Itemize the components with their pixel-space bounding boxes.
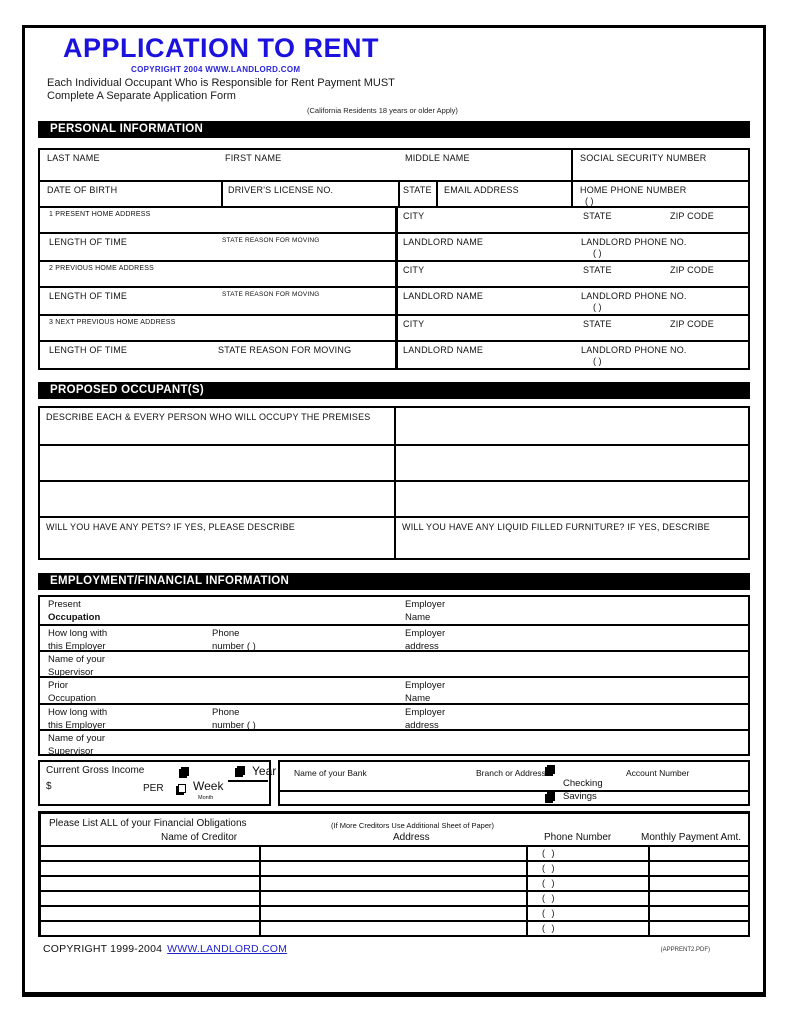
prior-employer-details-row[interactable]: [40, 703, 748, 729]
creditor-phone-field[interactable]: ( ): [528, 847, 650, 860]
page-frame: [22, 25, 766, 997]
creditor-phone-field[interactable]: ( ): [528, 907, 650, 920]
occupant-field[interactable]: [40, 482, 396, 516]
next-previous-address-row: [40, 314, 748, 340]
occupant-field[interactable]: [40, 446, 396, 480]
next-previous-city-state-zip-field[interactable]: [398, 316, 748, 340]
length-reason-field-1[interactable]: [40, 234, 398, 260]
landlord-phone-parens: ( ): [593, 247, 602, 258]
savings-checkbox[interactable]: [547, 792, 555, 801]
footer-file-ref: (APPRENT2.PDF): [660, 946, 710, 953]
pets-field[interactable]: [40, 518, 396, 558]
city-label: CITY: [403, 210, 425, 221]
home-phone-field[interactable]: [573, 182, 748, 206]
reason-moving-label: STATE REASON FOR MOVING: [222, 290, 320, 298]
page-footer: [43, 943, 750, 955]
creditor-payment-field[interactable]: [650, 877, 748, 890]
bank-divider-line: [280, 790, 748, 792]
creditor-address-field[interactable]: [261, 907, 528, 920]
year-checkbox[interactable]: [237, 766, 245, 775]
home-phone-label: HOME PHONE NUMBER: [580, 184, 687, 195]
financial-obligations-table: [38, 811, 750, 937]
state-label: STATE: [583, 210, 612, 221]
occupant-field[interactable]: [396, 408, 748, 444]
instruction-line2: Complete A Separate Application Form: [47, 89, 236, 102]
landlord-name-label: LANDLORD NAME: [403, 236, 484, 247]
drivers-license-field[interactable]: [223, 182, 400, 206]
previous-address-field[interactable]: [40, 262, 398, 286]
supervisor-label: Name of your Supervisor: [48, 732, 106, 757]
state-label: STATE: [583, 318, 612, 329]
employer-name-label: Employer Name: [405, 598, 446, 623]
creditor-row: [41, 920, 748, 935]
landlord-name-label: LANDLORD NAME: [403, 290, 484, 301]
bank-branch-label: Branch or Address: [476, 767, 546, 778]
creditor-address-field[interactable]: [261, 922, 528, 935]
creditor-row: [41, 845, 748, 860]
creditor-row: [41, 890, 748, 905]
how-long-label: How long with this Employer: [48, 706, 108, 731]
supervisor-label: Name of your Supervisor: [48, 653, 106, 678]
copyright-top: COPYRIGHT 2004 WWW.LANDLORD.COM: [131, 65, 301, 74]
length-of-time-row-1: [40, 232, 748, 260]
creditor-row: [41, 875, 748, 890]
creditor-payment-field[interactable]: [650, 862, 748, 875]
home-phone-parens: ( ): [585, 195, 594, 206]
creditor-address-field[interactable]: [261, 892, 528, 905]
occupant-field[interactable]: [396, 482, 748, 516]
creditor-name-field[interactable]: [41, 922, 261, 935]
creditor-name-field[interactable]: [41, 862, 261, 875]
present-supervisor-row[interactable]: [40, 650, 748, 676]
dl-state-field[interactable]: [400, 182, 438, 206]
instruction-text: [47, 77, 763, 103]
landlord-phone-label: LANDLORD PHONE NO.: [581, 344, 687, 355]
zip-label: ZIP CODE: [670, 210, 714, 221]
zip-label: ZIP CODE: [670, 264, 714, 275]
obligations-note: (If More Creditors Use Additional Sheet of Paper): [331, 820, 494, 830]
landlord-phone-label: LANDLORD PHONE NO.: [581, 290, 687, 301]
identity-row: [40, 180, 748, 206]
occupants-describe-label: DESCRIBE EACH & EVERY PERSON WHO WILL OCCUPY THE PREMISES: [46, 411, 371, 422]
landlord-field-1[interactable]: [398, 234, 748, 260]
length-reason-field-3[interactable]: [40, 342, 398, 368]
first-name-label: FIRST NAME: [225, 152, 282, 163]
present-address-row: [40, 206, 748, 232]
creditor-row: [41, 860, 748, 875]
occupants-row-3: [40, 480, 748, 516]
present-address-label: 1 PRESENT HOME ADDRESS: [49, 210, 151, 218]
next-previous-address-field[interactable]: [40, 316, 398, 340]
per-label: PER: [143, 782, 164, 794]
week-checkbox[interactable]: [178, 784, 186, 793]
section-proposed-occupants: PROPOSED OCCUPANT(S): [38, 382, 750, 399]
present-city-state-zip-field[interactable]: [398, 208, 748, 232]
present-employer-details-row[interactable]: [40, 624, 748, 650]
reason-moving-label: STATE REASON FOR MOVING: [218, 344, 352, 355]
income-bank-strip: [38, 760, 750, 806]
creditor-address-field[interactable]: [261, 862, 528, 875]
landlord-field-3[interactable]: [398, 342, 748, 368]
creditor-phone-field[interactable]: ( ): [528, 862, 650, 875]
middle-name-label: MIDDLE NAME: [405, 152, 470, 163]
liquid-furniture-field[interactable]: [396, 518, 748, 558]
creditor-payment-field[interactable]: [650, 922, 748, 935]
drivers-license-label: DRIVER'S LICENSE NO.: [228, 184, 334, 195]
zip-label: ZIP CODE: [670, 318, 714, 329]
present-occupation-label: Present Occupation: [48, 598, 101, 623]
section-personal-information: PERSONAL INFORMATION: [38, 121, 750, 138]
last-name-label: LAST NAME: [47, 152, 100, 163]
employment-table: [38, 595, 750, 756]
creditor-phone-field[interactable]: ( ): [528, 922, 650, 935]
account-number-label: Account Number: [626, 767, 690, 778]
present-occupation-row[interactable]: [40, 597, 748, 624]
dollar-sign: $: [46, 780, 52, 792]
length-of-time-row-3: [40, 340, 748, 368]
dob-label: DATE OF BIRTH: [47, 184, 118, 195]
per-checkbox[interactable]: [181, 767, 189, 776]
obligations-header: [41, 814, 748, 845]
pets-label: WILL YOU HAVE ANY PETS? IF YES, PLEASE DESCRIBE: [46, 521, 295, 532]
name-fields[interactable]: [40, 150, 573, 180]
how-long-label: How long with this Employer: [48, 627, 108, 652]
landlord-phone-parens: ( ): [593, 301, 602, 312]
creditor-payment-field[interactable]: [650, 907, 748, 920]
creditor-address-field[interactable]: [261, 877, 528, 890]
occupants-describe-field[interactable]: [40, 408, 396, 444]
checking-checkbox[interactable]: [547, 765, 555, 774]
landlord-field-2[interactable]: [398, 288, 748, 314]
ssn-field[interactable]: [573, 150, 748, 180]
footer-copyright: COPYRIGHT 1999-2004 WWW.LANDLORD.COM: [43, 942, 288, 955]
employer-phone-label: Phone number ( ): [212, 627, 256, 652]
section-employment-financial: EMPLOYMENT/FINANCIAL INFORMATION: [38, 573, 750, 590]
employer-address-label: Employer address: [405, 627, 446, 652]
landlord-com-link[interactable]: WWW.LANDLORD.COM: [167, 942, 288, 955]
personal-info-table: [38, 148, 750, 370]
landlord-phone-parens: ( ): [593, 355, 602, 366]
occupants-table: [38, 406, 750, 560]
liquid-furniture-label: WILL YOU HAVE ANY LIQUID FILLED FURNITURE? IF YES, DESCRIBE: [402, 521, 710, 532]
length-of-time-label: LENGTH OF TIME: [49, 236, 128, 247]
creditor-phone-field[interactable]: ( ): [528, 892, 650, 905]
email-label: EMAIL ADDRESS: [444, 184, 519, 195]
creditor-row: [41, 905, 748, 920]
occupants-row-4: [40, 516, 748, 558]
page-title: APPLICATION TO RENT: [63, 33, 380, 63]
present-address-field[interactable]: [40, 208, 398, 232]
length-of-time-label: LENGTH OF TIME: [49, 344, 128, 355]
city-label: CITY: [403, 318, 425, 329]
prior-supervisor-row[interactable]: [40, 729, 748, 757]
col-name-of-creditor: Name of Creditor: [161, 831, 238, 843]
length-of-time-row-2: [40, 286, 748, 314]
col-address: Address: [393, 831, 430, 843]
landlord-phone-label: LANDLORD PHONE NO.: [581, 236, 687, 247]
creditor-address-field[interactable]: [261, 847, 528, 860]
occupant-field[interactable]: [396, 446, 748, 480]
previous-address-label: 2 PREVIOUS HOME ADDRESS: [49, 264, 154, 272]
employer-address-label: Employer address: [405, 706, 446, 731]
previous-city-state-zip-field[interactable]: [398, 262, 748, 286]
length-reason-field-2[interactable]: [40, 288, 398, 314]
year-underline: [228, 780, 268, 782]
length-of-time-label: LENGTH OF TIME: [49, 290, 128, 301]
savings-label: Savings: [563, 790, 597, 802]
california-note: (California Residents 18 years or older Apply): [307, 105, 458, 115]
prior-occupation-label: Prior Occupation: [48, 679, 97, 704]
bank-name-label: Name of your Bank: [294, 767, 367, 778]
col-monthly-payment: Monthly Payment Amt.: [641, 831, 742, 843]
name-row: [40, 150, 748, 180]
creditor-name-field[interactable]: [41, 877, 261, 890]
creditor-payment-field[interactable]: [650, 847, 748, 860]
creditor-name-field[interactable]: [41, 892, 261, 905]
week-label: Week: [193, 778, 224, 793]
creditor-name-field[interactable]: [41, 907, 261, 920]
prior-occupation-row[interactable]: [40, 676, 748, 703]
creditor-name-field[interactable]: [41, 847, 261, 860]
employer-phone-label: Phone number ( ): [212, 706, 256, 731]
state-label: STATE: [583, 264, 612, 275]
employer-name-label: Employer Name: [405, 679, 446, 704]
city-label: CITY: [403, 264, 425, 275]
year-label: Year: [252, 763, 277, 778]
obligations-title: Please List ALL of your Financial Obligations: [49, 817, 247, 829]
instruction-line1: Each Individual Occupant Who is Responsible for Rent Payment MUST: [47, 77, 395, 89]
occupants-row-1: [40, 408, 748, 444]
next-previous-address-label: 3 NEXT PREVIOUS HOME ADDRESS: [49, 318, 176, 326]
creditor-payment-field[interactable]: [650, 892, 748, 905]
bank-box[interactable]: [278, 760, 750, 806]
reason-moving-label: STATE REASON FOR MOVING: [222, 236, 320, 244]
month-label: Month: [198, 794, 214, 801]
creditor-phone-field[interactable]: ( ): [528, 877, 650, 890]
dob-field[interactable]: [40, 182, 223, 206]
gross-income-box[interactable]: [38, 760, 277, 806]
dl-state-label: STATE: [403, 184, 432, 195]
checking-label: Checking: [563, 777, 603, 789]
gross-income-label: Current Gross Income: [46, 764, 145, 776]
previous-address-row: [40, 260, 748, 286]
landlord-name-label: LANDLORD NAME: [403, 344, 484, 355]
ssn-label: SOCIAL SECURITY NUMBER: [580, 152, 707, 163]
col-phone-number: Phone Number: [544, 831, 612, 843]
email-field[interactable]: [438, 182, 573, 206]
occupants-row-2: [40, 444, 748, 480]
